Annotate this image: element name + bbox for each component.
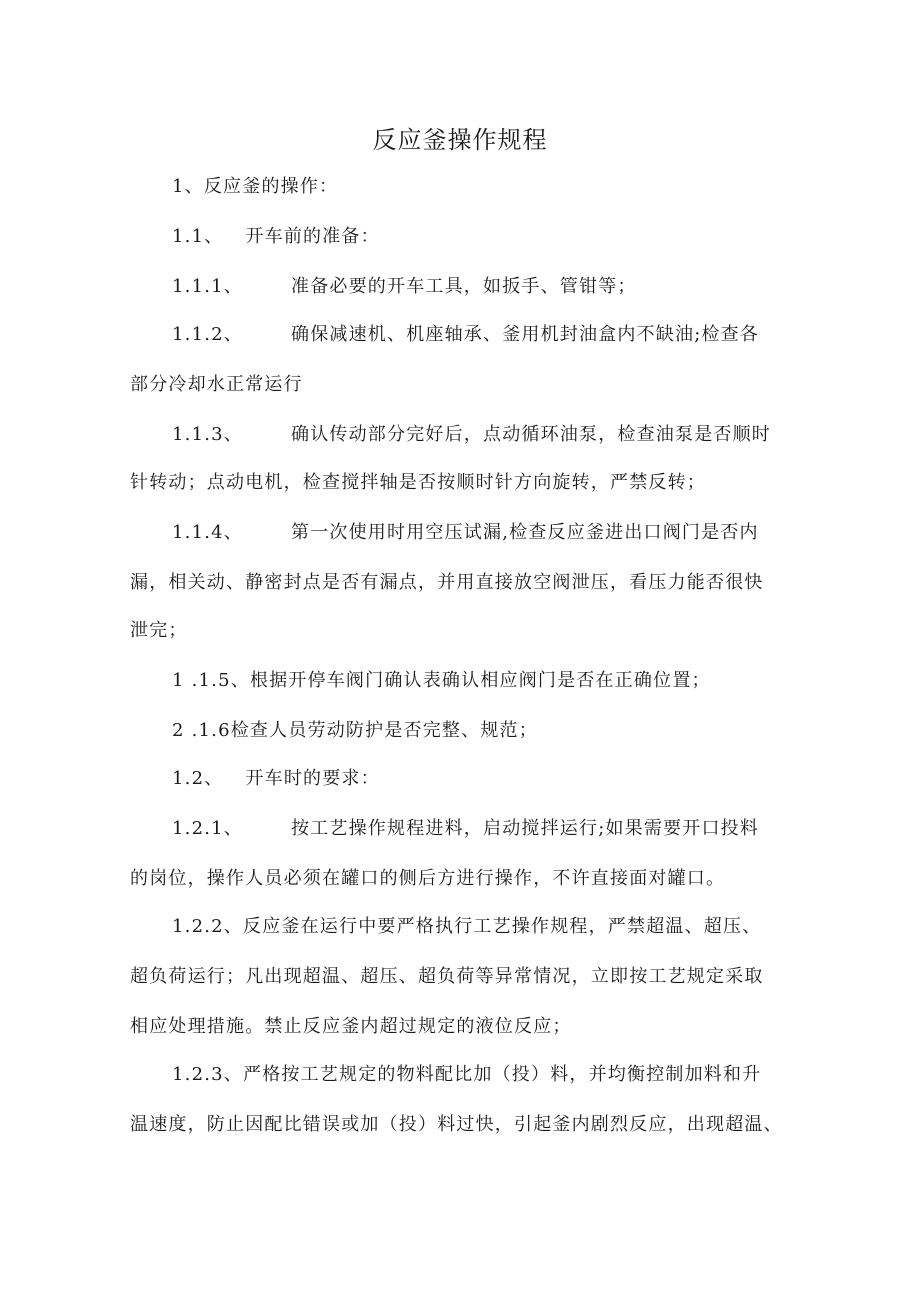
paragraph-line: 的岗位，操作人员必须在罐口的侧后方进行操作，不许直接面对罐口。 (130, 868, 726, 889)
paragraph-line: 超负荷运行；凡出现超温、超压、超负荷等异常情况，立即按工艺规定采取 (130, 966, 764, 987)
item-1-1-2 (172, 322, 759, 348)
section-number: 1.2、 (172, 768, 224, 789)
paragraph-line: 针转动；点动电机，检查搅拌轴是否按顺时针方向旋转，严禁反转； (130, 472, 706, 493)
section-number: 1.1.4、 (172, 522, 243, 543)
document-title: 反应釜操作规程 (372, 126, 548, 154)
paragraph-line: 温速度，防止因配比错误或加（投）料过快，引起釜内剧烈反应，出现超温、 (130, 1114, 783, 1135)
item-1-2-2: 1.2.2、反应釜在运行中要严格执行工艺操作规程，严禁超温、超压、 (172, 916, 762, 937)
item-1-2-3: 1.2.3、严格按工艺规定的物料配比加（投）料，并均衡控制加料和升 (172, 1064, 762, 1085)
line-text: 按工艺操作规程进料，启动搅拌运行;如果需要开口投料 (291, 818, 760, 839)
item-1-1-4 (172, 520, 759, 546)
section-number: 1.1.3、 (172, 424, 243, 445)
line-text: 开车时的要求： (245, 768, 380, 789)
line-text: 1、反应釜的操作： (172, 176, 339, 197)
paragraph-line: 漏，相关动、静密封点是否有漏点，并用直接放空阀泄压，看压力能否很快 (130, 572, 764, 593)
section-1-2-heading (172, 766, 380, 792)
section-number: 1.1.1、 (172, 276, 243, 297)
item-1-1-6: 2 .1.6检查人员劳动防护是否完整、规范； (172, 720, 538, 741)
item-1-1-3 (172, 422, 771, 448)
paragraph-line: 部分冷却水正常运行 (130, 374, 303, 395)
item-1-1-5: 1 .1.5、根据开停车阀门确认表确认相应阀门是否在正确位置； (172, 670, 711, 691)
item-1-2-1 (172, 816, 759, 842)
section-number: 1.1.2、 (172, 324, 243, 345)
section-number: 1.2.1、 (172, 818, 243, 839)
line-text: 确认传动部分完好后，点动循环油泵，检查油泵是否顺时 (291, 424, 771, 445)
section-number: 1.1、 (172, 226, 224, 247)
paragraph-line: 泄完； (130, 620, 188, 641)
section-1-heading (172, 174, 338, 200)
section-1-1-heading (172, 224, 380, 250)
line-text: 确保减速机、机座轴承、釜用机封油盒内不缺油;检查各 (291, 324, 760, 345)
line-text: 准备必要的开车工具，如扳手、管钳等； (291, 276, 637, 297)
paragraph-line: 相应处理措施。禁止反应釜内超过规定的液位反应； (130, 1016, 572, 1037)
line-text: 开车前的准备： (245, 226, 380, 247)
item-1-1-1 (172, 274, 637, 300)
line-text: 第一次使用时用空压试漏,检查反应釜进出口阀门是否内 (291, 522, 759, 543)
